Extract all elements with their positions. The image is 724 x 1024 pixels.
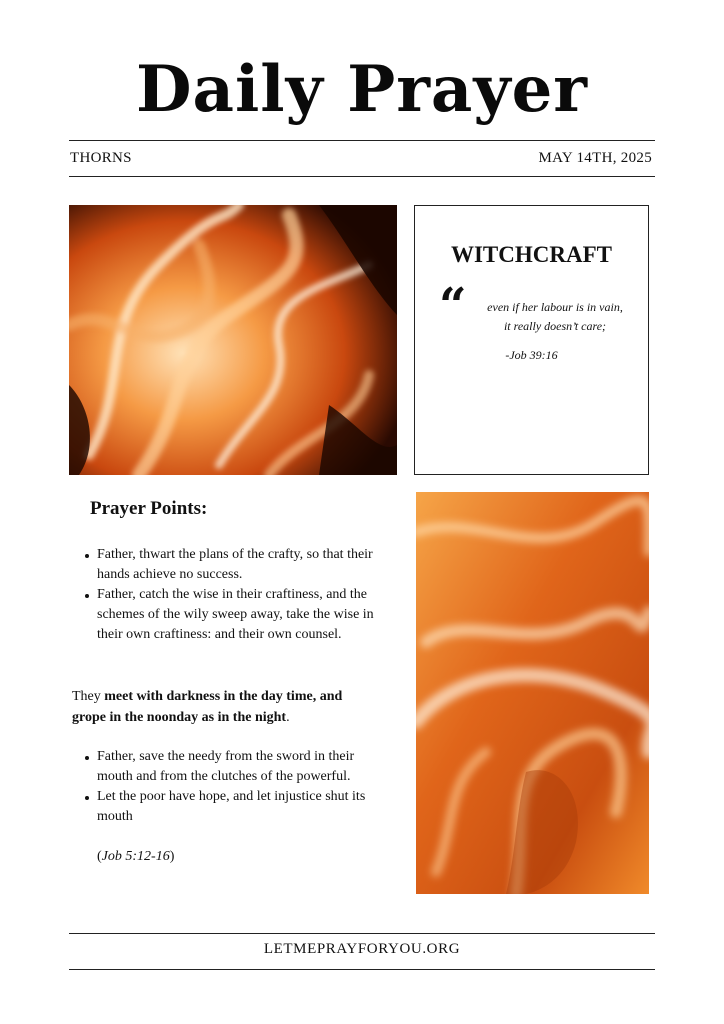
verse-bold: meet with darkness in the day time, and grope in the noonday as in the night: [72, 689, 343, 725]
quote-citation: -Job 39:16: [505, 348, 558, 362]
verse-end: .: [286, 710, 290, 725]
page-title: Daily Prayer: [136, 52, 588, 127]
footer-bottom-rule: [69, 969, 655, 970]
prayer-points-list-1: [83, 545, 383, 645]
header-bottom-rule: [69, 176, 655, 177]
quote-line-1: even if her labour is in vain,: [487, 300, 623, 314]
scripture-verse: [72, 686, 372, 728]
date-label: MAY 14TH, 2025: [538, 150, 652, 166]
ref-text: Job 5:12-16: [101, 849, 170, 864]
ref-close: ): [169, 849, 175, 864]
flame-image-top: [69, 205, 397, 475]
list-item: Father, thwart the plans of the crafty, so that their hands achieve no success.: [83, 545, 383, 585]
prayer-points-heading: Prayer Points:: [90, 498, 208, 519]
quote-text: [475, 298, 635, 336]
section-label: THORNS: [70, 150, 132, 166]
flame-image-side: [416, 492, 649, 894]
list-item: Father, catch the wise in their craftiness, and the schemes of the wily sweep away, take the wise in their own craftiness: and their own counsel.: [83, 585, 383, 645]
scripture-reference: [97, 849, 174, 865]
top-rule: [69, 140, 655, 141]
quote-box-title: WITCHCRAFT: [450, 242, 612, 267]
prayer-points-list-2: [83, 747, 383, 827]
quote-line-2: it really doesn’t care;: [503, 319, 607, 333]
verse-lead: They: [72, 689, 105, 704]
list-item: Let the poor have hope, and let injustice shut its mouth: [83, 787, 383, 827]
ref-open: (: [97, 849, 102, 864]
quote-box: [414, 205, 649, 475]
footer-website: LETMEPRAYFORYOU.ORG: [263, 941, 461, 957]
list-item: Father, save the needy from the sword in their mouth and from the clutches of the powerful.: [83, 747, 383, 787]
quote-mark-icon: “: [439, 278, 467, 334]
footer-top-rule: [69, 933, 655, 934]
